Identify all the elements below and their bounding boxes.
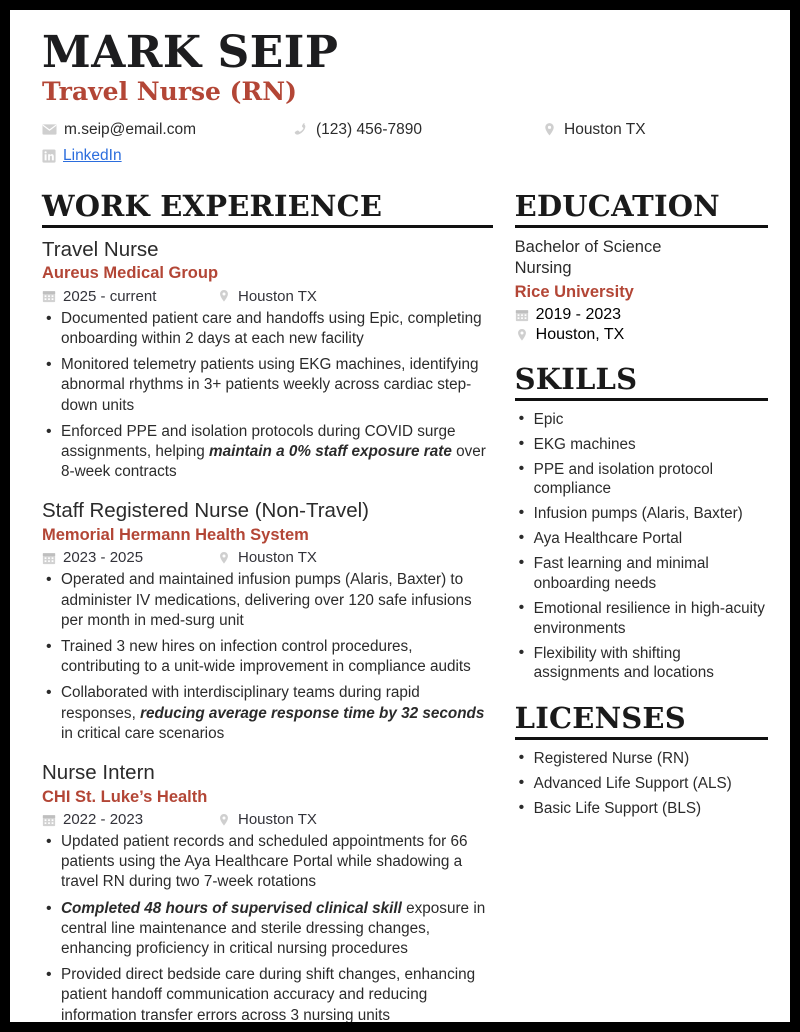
section-rule bbox=[515, 398, 768, 401]
calendar-icon bbox=[42, 551, 56, 565]
map-pin-icon bbox=[217, 551, 231, 565]
licenses-list bbox=[515, 749, 768, 819]
experience-bullets bbox=[42, 832, 493, 1026]
contact-row-secondary bbox=[42, 143, 768, 169]
envelope-icon bbox=[42, 122, 57, 137]
bullet-item: • Enforced PPE and isolation protocols during COVID surge assignments, helping maintain a 0% staff exposure rate over 8-week contracts bbox=[42, 422, 493, 483]
map-pin-icon bbox=[217, 813, 231, 827]
list-item: • Fast learning and minimal onboarding needs bbox=[515, 554, 768, 594]
experience-location-text: Houston TX bbox=[238, 811, 317, 829]
experience-title: Nurse Intern bbox=[42, 760, 155, 784]
list-item: • Epic bbox=[515, 410, 768, 430]
section-rule bbox=[515, 225, 768, 228]
education-degree-line1: Bachelor of Science bbox=[514, 237, 662, 256]
education-degree-line2: Nursing bbox=[514, 259, 572, 278]
contact-location bbox=[542, 121, 646, 139]
experience-location-text: Houston TX bbox=[238, 287, 317, 305]
bullet-item: • Updated patient records and scheduled appointments for 66 patients using the Aya Healthcare Portal while shadowing a travel RN during two 7-week rotations bbox=[42, 832, 493, 893]
map-pin-icon bbox=[217, 289, 231, 303]
skills-list bbox=[515, 410, 768, 684]
calendar-icon bbox=[42, 289, 56, 303]
job-title: Travel Nurse (RN) bbox=[42, 77, 297, 107]
right-column bbox=[514, 188, 768, 1026]
bullet-item: • Documented patient care and handoffs using Epic, completing onboarding within 2 days at each new facility bbox=[42, 309, 493, 349]
contact-email-text: m.seip@email.com bbox=[64, 120, 197, 138]
calendar-icon bbox=[515, 308, 529, 322]
page-title: MARK SEIP bbox=[42, 27, 339, 78]
list-item: • PPE and isolation protocol compliance bbox=[515, 460, 768, 500]
experience-dates bbox=[42, 549, 217, 566]
linkedin-icon bbox=[42, 149, 56, 163]
education-location bbox=[515, 326, 768, 344]
experience-location bbox=[217, 549, 317, 566]
experience-location bbox=[217, 811, 317, 828]
bullet-item: • Trained 3 new hires on infection control procedures, contributing to a unit-wide improvement in compliance audits bbox=[42, 637, 493, 677]
section-heading-work: WORK EXPERIENCE bbox=[42, 188, 383, 223]
experience-bullets bbox=[42, 309, 493, 483]
experience-entry bbox=[42, 760, 493, 1026]
map-pin-icon bbox=[515, 328, 529, 342]
bullet-item: • Provided direct bedside care during shift changes, enhancing patient handoff communication accuracy and reducing information transfer errors across 3 nursing units bbox=[42, 965, 493, 1026]
education-school: Rice University bbox=[514, 282, 634, 301]
education-location-text: Houston, TX bbox=[535, 325, 625, 343]
section-education bbox=[514, 188, 768, 344]
bullet-item: • Collaborated with interdisciplinary teams during rapid responses, reducing average response time by 32 seconds in critical care scenarios bbox=[42, 683, 493, 744]
contact-phone[interactable] bbox=[294, 121, 542, 139]
experience-meta bbox=[42, 288, 493, 305]
section-skills bbox=[514, 361, 768, 683]
section-work-experience bbox=[42, 188, 493, 1026]
bullet-item: • Operated and maintained infusion pumps (Alaris, Baxter) to administer IV medications, delivering over 120 safe infusions per month in med-surg unit bbox=[42, 570, 493, 631]
experience-bullets bbox=[42, 570, 493, 744]
experience-location bbox=[217, 288, 317, 305]
experience-organization: CHI St. Luke’s Health bbox=[42, 787, 208, 806]
contact-location-text: Houston TX bbox=[564, 120, 646, 138]
experience-title: Travel Nurse bbox=[42, 237, 159, 261]
education-dates bbox=[515, 306, 768, 324]
experience-dates-text: 2023 - 2025 bbox=[63, 549, 144, 567]
experience-dates bbox=[42, 288, 217, 305]
list-item: • Advanced Life Support (ALS) bbox=[515, 774, 768, 794]
contact-email[interactable] bbox=[42, 121, 294, 139]
contact-linkedin-link[interactable]: LinkedIn bbox=[63, 146, 122, 164]
bullet-item: • Completed 48 hours of supervised clinical skill exposure in central line maintenance and sterile dressing changes, enhancing proficiency in critical nursing procedures bbox=[42, 899, 493, 960]
section-rule bbox=[515, 737, 768, 740]
section-heading-education: EDUCATION bbox=[514, 188, 720, 223]
calendar-icon bbox=[42, 813, 56, 827]
resume-body bbox=[32, 188, 768, 1026]
list-item: • Flexibility with shifting assignments and locations bbox=[515, 644, 768, 684]
contact-linkedin[interactable] bbox=[42, 147, 122, 165]
experience-meta bbox=[42, 549, 493, 566]
section-licenses bbox=[515, 703, 768, 819]
list-item: • Emotional resilience in high-acuity environments bbox=[515, 599, 768, 639]
left-column bbox=[42, 188, 493, 1026]
experience-meta bbox=[42, 811, 493, 828]
phone-icon bbox=[294, 122, 309, 137]
list-item: • EKG machines bbox=[515, 435, 768, 455]
experience-location-text: Houston TX bbox=[238, 549, 317, 567]
experience-entry bbox=[42, 237, 493, 483]
section-rule bbox=[42, 225, 493, 228]
list-item: • Registered Nurse (RN) bbox=[515, 749, 768, 769]
list-item: • Basic Life Support (BLS) bbox=[515, 799, 768, 819]
experience-dates bbox=[42, 811, 217, 828]
map-pin-icon bbox=[542, 122, 557, 137]
section-heading-skills: SKILLS bbox=[514, 361, 638, 396]
education-dates-text: 2019 - 2023 bbox=[535, 305, 622, 323]
experience-title: Staff Registered Nurse (Non-Travel) bbox=[42, 499, 369, 523]
experience-organization: Memorial Hermann Health System bbox=[42, 526, 309, 545]
contact-row-primary bbox=[42, 117, 768, 143]
list-item: • Infusion pumps (Alaris, Baxter) bbox=[515, 504, 768, 524]
section-heading-licenses: LICENSES bbox=[514, 701, 686, 736]
education-meta bbox=[515, 306, 768, 344]
contact-phone-text: (123) 456-7890 bbox=[316, 120, 422, 138]
experience-organization: Aureus Medical Group bbox=[42, 264, 219, 283]
experience-dates-text: 2025 - current bbox=[63, 287, 157, 305]
experience-dates-text: 2022 - 2023 bbox=[63, 811, 144, 829]
bullet-item: • Monitored telemetry patients using EKG machines, identifying abnormal rhythms in 3+ patients weekly across cardiac step-down units bbox=[42, 355, 493, 416]
experience-entry bbox=[42, 498, 493, 744]
list-item: • Aya Healthcare Portal bbox=[515, 529, 768, 549]
resume-header bbox=[32, 27, 768, 169]
